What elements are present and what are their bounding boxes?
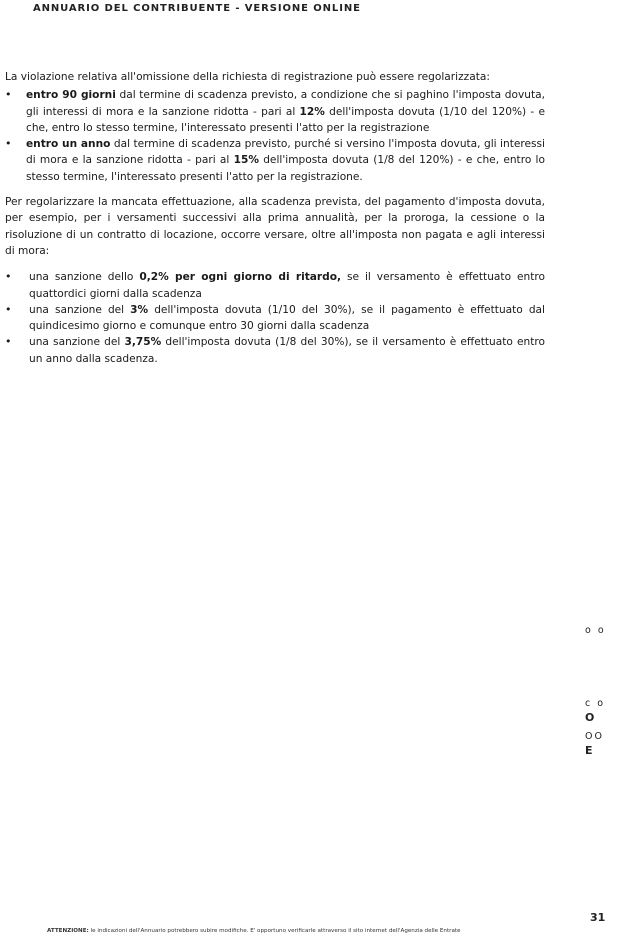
- section2-list: [5, 269, 545, 367]
- list-item: • una sanzione del 3% dell'imposta dovuta (1/10 del 30%), se il pagamento è effettuato dal quindicesimo giorno e comunque entro 30 giorni dalla scadenza: [5, 302, 545, 333]
- section1-intro: La violazione relativa all'omissione della richiesta di registrazione può essere regolarizzata:: [5, 71, 490, 83]
- side-mark: o o: [585, 625, 606, 636]
- footer-label: ATTENZIONE:: [47, 928, 89, 934]
- list-item: • una sanzione del 3,75% dell'imposta dovuta (1/8 del 30%), se il versamento è effettuato entro un anno dalla scadenza.: [5, 335, 545, 365]
- item-rate: 0,2% per ogni giorno di ritardo,: [139, 271, 342, 284]
- list-item: • entro 90 giorni dal termine di scadenza previsto, a condizione che si paghino l'imposta dovuta, gli interessi di mora e la sanzione ridotta - pari al 12% dell'imposta dovuta (1/10 del 120%) - e che, entro lo stesso termine, l'interessato presenti l'atto per la registrazione: [5, 88, 545, 134]
- bullet-icon: •: [5, 137, 12, 151]
- document-body: [5, 69, 545, 367]
- footer-text: le indicazioni dell'Annuario potrebbero subire modifiche. E' opportuno verificarle attraverso il sito internet dell'Agenzia delle Entrate: [88, 928, 461, 934]
- item-rate: 15%: [233, 154, 259, 167]
- footer-note: [47, 928, 461, 934]
- page-number: 31: [590, 911, 606, 924]
- side-mark: OO: [585, 731, 604, 742]
- side-mark: E: [585, 744, 593, 757]
- section1-list: [5, 87, 545, 185]
- item-rate: 3%: [130, 303, 149, 316]
- item-rate: 12%: [299, 105, 325, 118]
- side-mark: O: [585, 711, 595, 724]
- list-item: • entro un anno dal termine di scadenza previsto, purché si versino l'imposta dovuta, gli interessi di mora e la sanzione ridotta - pari al 15% dell'imposta dovuta (1/8 del 120%) - e che, entro lo stesso termine, l'interessato presenti l'atto per la registrazione.: [5, 137, 545, 183]
- item-rate: 3,75%: [124, 336, 162, 349]
- item-deadline: entro 90 giorni: [26, 89, 116, 102]
- item-deadline: entro un anno: [26, 138, 111, 151]
- bullet-icon: •: [5, 88, 12, 102]
- bullet-icon: •: [5, 302, 12, 316]
- bullet-icon: •: [5, 335, 12, 349]
- section2-intro: Per regolarizzare la mancata effettuazione, alla scadenza prevista, del pagamento d'imposta dovuta, per esempio, per i versamenti successivi alla prima annualità, per la proroga, la cessione o la risoluzione di un contratto di locazione, occorre versare, oltre all'imposta non pagata e agli interessi di mora:: [5, 196, 545, 257]
- list-item: • una sanzione dello 0,2% per ogni giorno di ritardo, se il versamento è effettuato entro quattordici giorni dalla scadenza: [5, 270, 545, 300]
- page-header: ANNUARIO DEL CONTRIBUENTE - VERSIONE ONLINE: [33, 3, 361, 14]
- side-mark: c o: [585, 698, 606, 709]
- bullet-icon: •: [5, 270, 12, 284]
